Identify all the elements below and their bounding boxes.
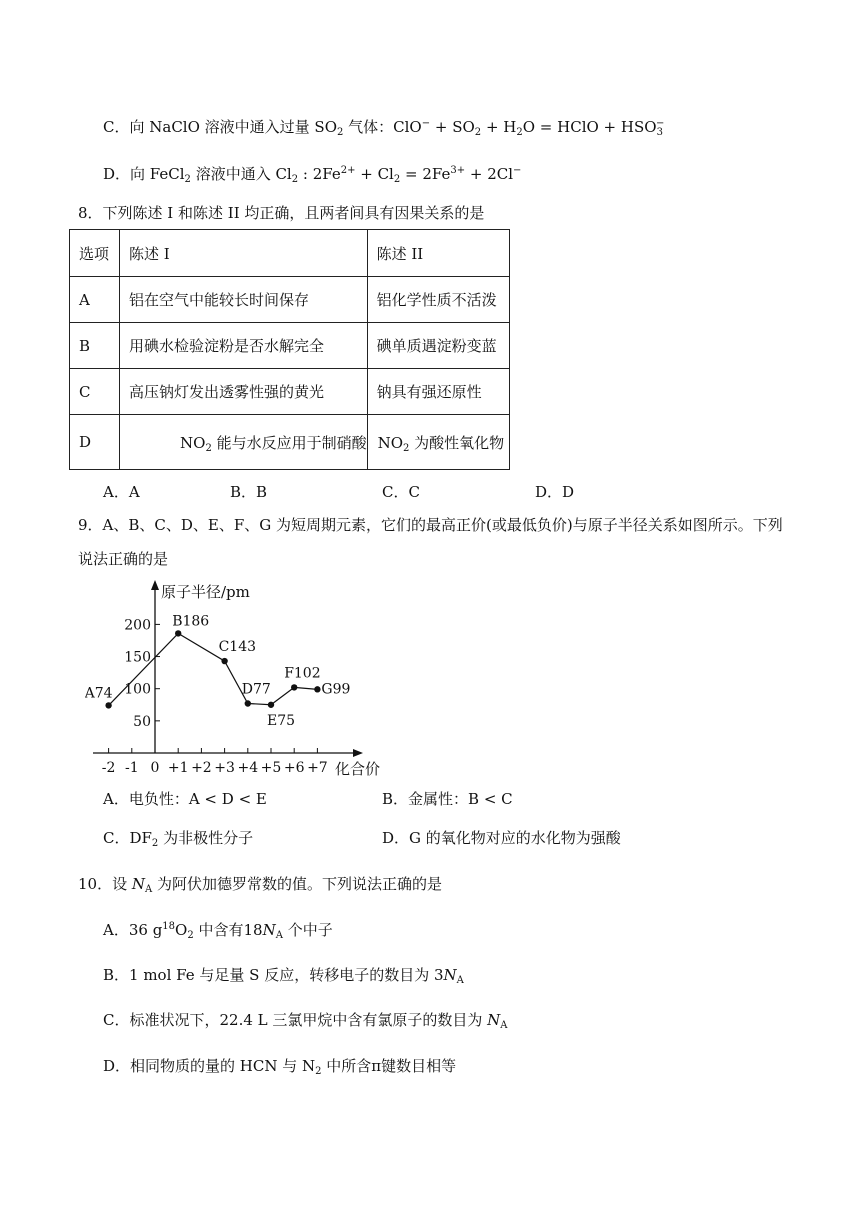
y-axis-label: 原子半径/pm xyxy=(161,583,250,601)
x-tick-label: +5 xyxy=(260,760,282,776)
q9-option-d: D．G 的氧化物对应的水化物为强酸 xyxy=(382,829,621,847)
data-label: F102 xyxy=(284,665,321,682)
q7-option-c: C．向 NaClO 溶液中通入过量 $SO_2$ 气体：$ClO^- + SO_2 + H_2O$ = HClO + $HSO_3^-$ xyxy=(103,118,665,138)
q10-option-c: C．标准状况下，22.4 L 三氯甲烷中含有氯原子的数目为 $N_A$ xyxy=(103,1011,508,1031)
y-tick-label: 150 xyxy=(124,649,151,666)
y-tick-label: 50 xyxy=(133,713,151,730)
q9-chart xyxy=(85,580,395,780)
data-label: C143 xyxy=(218,639,257,656)
data-label: A74 xyxy=(85,685,113,702)
q10-option-b: B．1 mol Fe 与足量 S 反应，转移电子的数目为 $3N_A$ xyxy=(103,966,464,986)
x-tick-label: +7 xyxy=(307,760,328,776)
q9-stem-line2: 说法正确的是 xyxy=(78,550,169,568)
x-tick-label: -2 xyxy=(101,760,116,776)
q9-option-b: B．金属性：B < C xyxy=(382,790,513,808)
table-cell: $NO_2$ 能与水反应用于制硝酸 xyxy=(120,415,368,470)
q8-option-b: B．B xyxy=(230,483,268,501)
table-row xyxy=(70,415,510,470)
data-point xyxy=(291,684,297,690)
table-row xyxy=(70,277,510,323)
data-point xyxy=(314,686,320,692)
y-tick-label: 100 xyxy=(124,681,151,698)
data-label: D77 xyxy=(241,681,271,698)
q10-option-a: A．36 $g^{18}O_2$ 中含有$18N_A$ 个中子 xyxy=(103,921,333,941)
data-point xyxy=(175,630,181,636)
x-tick-label: 0 xyxy=(150,760,160,776)
data-point xyxy=(105,702,111,708)
x-axis-arrow xyxy=(353,749,363,757)
table-cell: 高压钠灯发出透雾性强的黄光 xyxy=(120,369,368,415)
x-tick-label: +2 xyxy=(191,760,212,776)
data-label: E75 xyxy=(267,712,296,729)
table-cell: 用碘水检验淀粉是否水解完全 xyxy=(120,323,368,369)
table-cell: B xyxy=(70,323,120,369)
x-tick-label: +6 xyxy=(283,760,305,776)
table-header-cell: 陈述 II xyxy=(367,230,509,277)
q8-option-c: C．C xyxy=(382,483,420,501)
table-header-cell: 选项 xyxy=(70,230,120,277)
table-cell: D xyxy=(70,415,120,470)
table-cell: C xyxy=(70,369,120,415)
data-label: G99 xyxy=(321,681,351,698)
x-tick-label: -1 xyxy=(124,760,139,776)
q9-option-a: A．电负性：A < D < E xyxy=(103,790,267,808)
q8-option-d: D．D xyxy=(535,483,575,501)
table-header-cell: 陈述 I xyxy=(120,230,368,277)
table-cell: A xyxy=(70,277,120,323)
x-tick-label: +4 xyxy=(237,760,259,776)
q9-option-c: C．$DF_2$ 为非极性分子 xyxy=(103,829,254,849)
table-cell: 铝化学性质不活泼 xyxy=(367,277,509,323)
q8-option-a: A．A xyxy=(103,483,140,501)
q7-option-d: D．向 FeCl$_2$ 溶液中通入 $Cl_2$ : $2Fe^{2+} + Cl_2 = 2Fe^{3+} + 2Cl^-$ xyxy=(103,165,522,185)
x-axis-label: 化合价 xyxy=(335,760,381,778)
table-cell: $NO_2$ 为酸性氧化物 xyxy=(367,415,509,470)
data-label: B186 xyxy=(172,613,210,630)
x-tick-label: +3 xyxy=(214,760,235,776)
data-point xyxy=(268,702,274,708)
table-cell: 碘单质遇淀粉变蓝 xyxy=(367,323,509,369)
table-cell: 铝在空气中能较长时间保存 xyxy=(120,277,368,323)
q8-table xyxy=(69,229,510,470)
table-cell: 钠具有强还原性 xyxy=(367,369,509,415)
q10-option-d: D．相同物质的量的 HCN 与 $N_2$ 中所含π键数目相等 xyxy=(103,1057,457,1077)
table-row xyxy=(70,369,510,415)
table-row xyxy=(70,323,510,369)
q10-stem: 10．设 $N_A$ 为阿伏加德罗常数的值。下列说法正确的是 xyxy=(78,875,442,895)
y-tick-label: 200 xyxy=(124,617,151,634)
x-tick-label: +1 xyxy=(167,760,189,776)
data-point xyxy=(245,700,251,706)
table-row xyxy=(70,230,510,277)
y-axis-arrow xyxy=(151,580,159,590)
data-point xyxy=(221,658,227,664)
q9-stem-line1: 9．A、B、C、D、E、F、G 为短周期元素，它们的最高正价(或最低负价)与原子半径关系如图所示。下列 xyxy=(78,516,783,534)
q8-stem: 8．下列陈述 I 和陈述 II 均正确，且两者间具有因果关系的是 xyxy=(78,204,485,222)
